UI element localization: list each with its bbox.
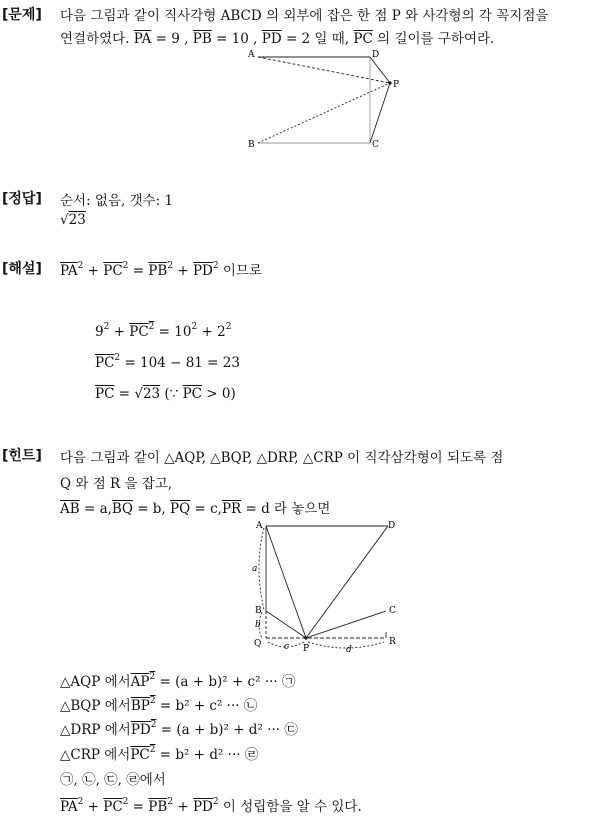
length-a-label: a: [252, 564, 258, 574]
vertex-q-label: Q: [254, 639, 262, 649]
segment-cp: [370, 83, 390, 143]
vertex-d-label: D: [388, 521, 396, 531]
segment-cp: [306, 611, 386, 638]
hint-line-3: $\overline{AB} = a,\overline{BQ} = b$, $\overline{PQ} = c,\overline{PR} = d$ 라 놓으면: [60, 501, 331, 517]
problem-line-2: 연결하였다. $\overline{PA} = 9$ , $\overline{PB} = 10$ , $\overline{PD} = 2$ 일 때, $\overline{PC}$ 의 길이를 구하여라.: [60, 31, 495, 47]
answer-label: [정답]: [2, 191, 42, 207]
hint-figure: [248, 516, 408, 654]
vertex-a-label: A: [256, 521, 263, 531]
answer-value: √23: [60, 212, 86, 228]
segment-bp: [266, 611, 306, 638]
segment-pd: $\overline{PD}$: [261, 31, 282, 47]
vertex-c-label: C: [389, 606, 396, 616]
segment-pc: $\overline{PC}$: [353, 31, 373, 47]
hint-row-bqp: △BQP 에서$BP^2 = b^2 + c^2$ ··· ㉡: [60, 696, 258, 714]
segment-pa: $\overline{PA}$: [133, 31, 152, 47]
vertex-a-label: A: [248, 50, 255, 60]
problem-figure: [240, 45, 410, 153]
problem-line-1: 다음 그림과 같이 직사각형 ABCD 의 외부에 잡은 한 점 P 와 사각형의 각 꼭지점을: [60, 8, 549, 24]
hint-row-aqp: △AQP 에서$AP^2 = (a + b)^2 + c^2$ ··· ㉠: [60, 672, 296, 690]
vertex-b-label: B: [248, 140, 255, 150]
brace-a: [259, 528, 264, 610]
solution-step-3: $\overline{PC} = √23$ (∵ $\overline{PC} > 0$): [95, 386, 236, 402]
vertex-c-label: C: [372, 140, 379, 150]
vertex-p-label: P: [393, 80, 400, 90]
solution-label: [해설]: [2, 261, 42, 277]
hint-from-line: ㉠, ㉡, ㉢, ㉣에서: [60, 772, 166, 788]
segment-dp: [370, 57, 390, 83]
solution-main-equation: $\overline{PA}^2 + \overline{PC}^2 = \overline{PB}^2 + \overline{PD}^2$ 이므로: [60, 261, 263, 279]
point-p: [388, 81, 391, 84]
length-d-label: d: [346, 645, 352, 654]
problem-label: [문제]: [2, 7, 42, 23]
hint-row-crp: △CRP 에서$PC^2 = b^2 + d^2$ ··· ㉣: [60, 745, 259, 763]
hint-final-equation: $\overline{PA}^2 + \overline{PC}^2 = \overline{PB}^2 + \overline{PD}^2$ 이 성립함을 알 수 있다.: [60, 797, 362, 815]
length-c-label: c: [284, 642, 290, 652]
hint-label: [힌트]: [2, 448, 42, 464]
hint-line-2: Q 와 점 R 을 잡고,: [60, 476, 173, 492]
point-p: [304, 636, 307, 639]
segment-pb: $\overline{PB}$: [192, 31, 212, 47]
hint-row-drp: △DRP 에서$PD^2 = (a + b)^2 + d^2$ ··· ㉢: [60, 720, 298, 738]
segment-dp: [306, 526, 388, 638]
vertex-d-label: D: [372, 50, 380, 60]
vertex-r-label: R: [389, 637, 396, 647]
segment-ap: [266, 526, 306, 638]
vertex-p-label: P: [303, 644, 310, 654]
answer-order: 순서: 없음, 갯수: 1: [60, 193, 174, 209]
vertex-b-label: B: [255, 606, 262, 616]
hint-line-1: 다음 그림과 같이 △AQP, △BQP, △DRP, △CRP 이 직각삼각형이 되도록 점: [60, 450, 504, 466]
length-b-label: b: [255, 620, 261, 630]
solution-step-1: $9^2 + PC^2 = 10^2 + 2^2$: [95, 322, 232, 340]
solution-step-2: $\overline{PC}^2 = 104 - 81 = 23$: [95, 353, 240, 371]
